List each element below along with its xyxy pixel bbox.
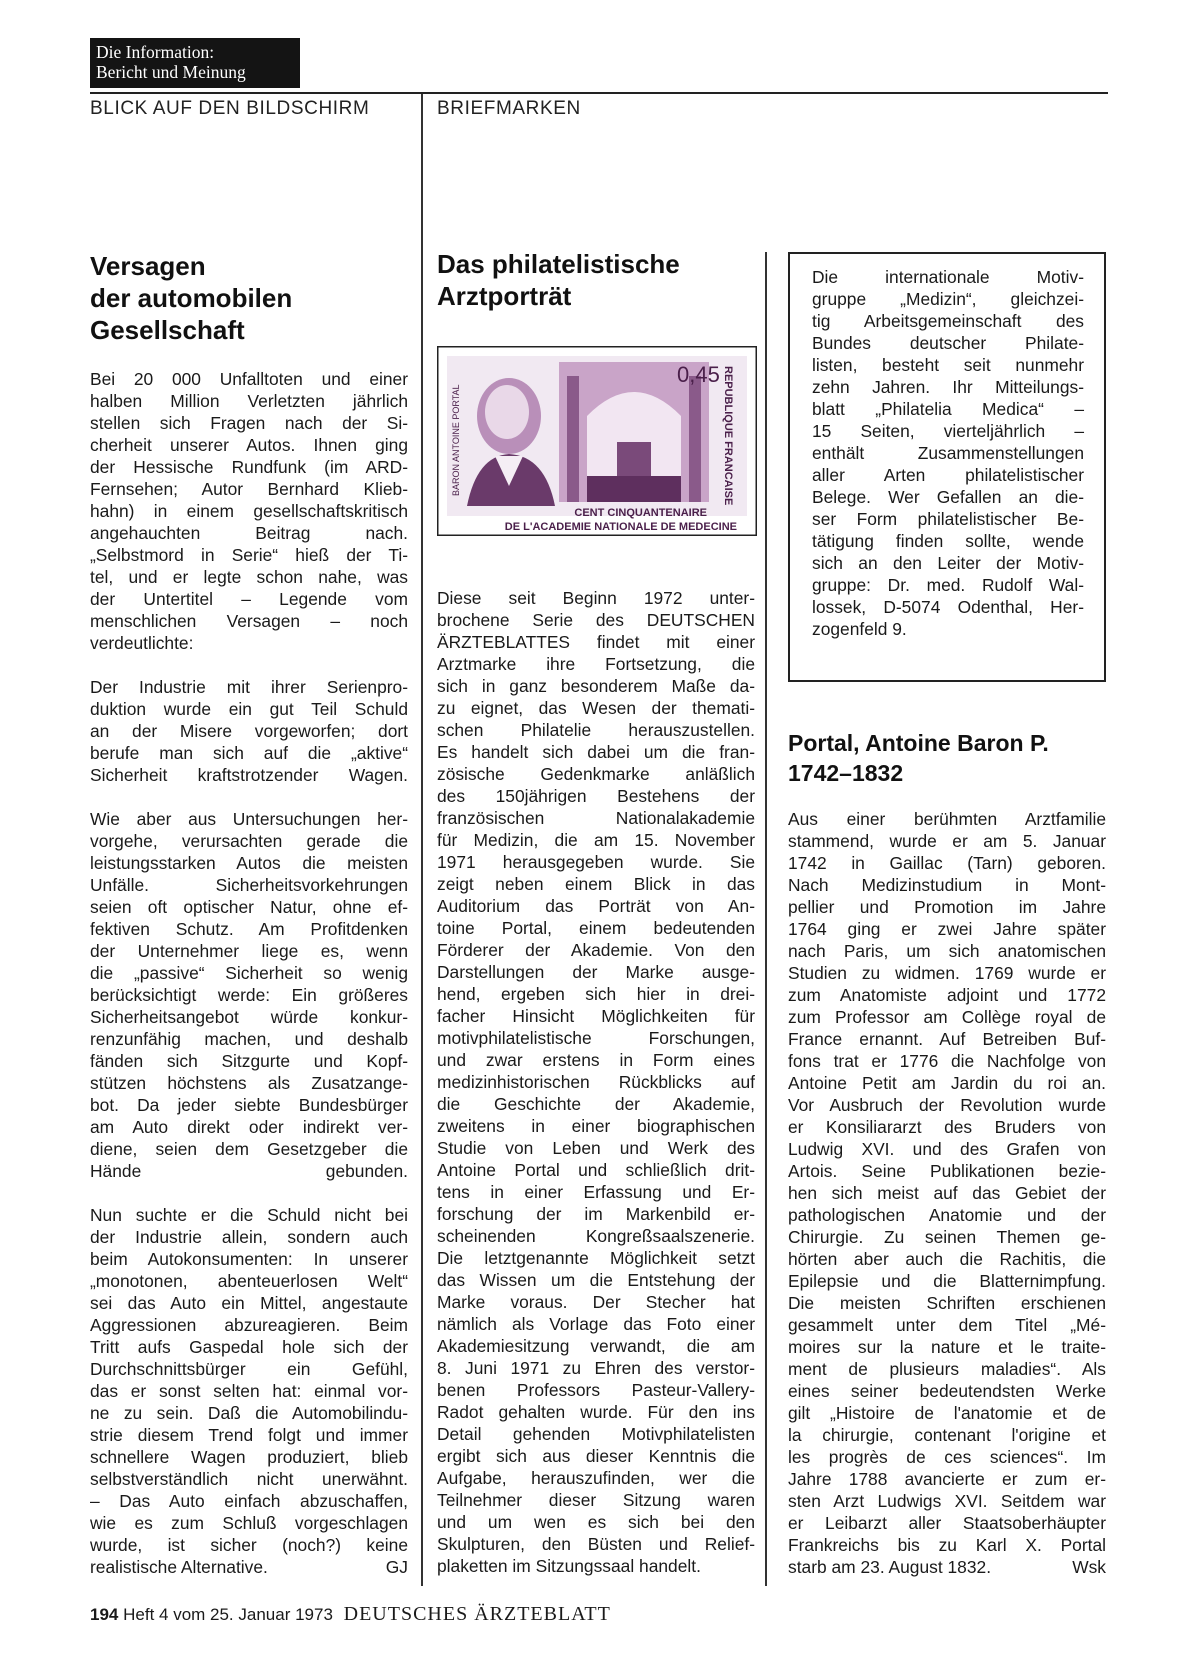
text-line: nämlich als Vorlage das Foto einer: [437, 1314, 755, 1334]
text-line: Radot gehalten wurde. Für den ins: [437, 1402, 755, 1422]
text-line: sten Arzt Ludwigs XVI. Seitdem war: [788, 1491, 1106, 1511]
text-line: Arztmarke ihre Fortsetzung, die: [437, 654, 755, 674]
text-line: selbstverständlich nicht unerwähnt.: [90, 1469, 408, 1489]
text-line: „monotonen, abenteuerlosen Welt“: [90, 1271, 408, 1291]
text-line: Studie von Leben und Werk des: [437, 1138, 755, 1158]
article1-headline-line: Versagen: [90, 251, 206, 281]
article2-headline-line: Arztporträt: [437, 281, 572, 311]
text-line: 1764 ging er zwei Jahre später: [788, 919, 1106, 939]
stamp-country: REPUBLIQUE FRANCAISE: [722, 366, 734, 506]
article1-paragraph: [90, 1204, 408, 1578]
text-line: Der Industrie mit ihrer Serienpro-: [90, 677, 408, 697]
text-line: zogenfeld 9.: [812, 619, 907, 639]
text-line: France ernannt. Auf Betreiben Buf-: [788, 1029, 1106, 1049]
text-line: Sicherheitsangebot würde konkur-: [90, 1007, 408, 1027]
text-line: benen Professors Pasteur-Vallery-: [437, 1380, 755, 1400]
article1-headline-line: Gesellschaft: [90, 315, 245, 345]
text-line: moires sur la nature et le traite-: [788, 1337, 1106, 1357]
text-line: Förderer der Akademie. Von den: [437, 940, 755, 960]
text-line: tel, und er legte schon nahe, was: [90, 567, 408, 587]
masthead-line-2: Bericht und Meinung: [96, 62, 246, 82]
text-line: Diese seit Beginn 1972 unter-: [437, 588, 755, 608]
text-line: Antoine Petit am Jardin du roi an.: [788, 1073, 1106, 1093]
stamp-illustration: [437, 346, 757, 536]
text-line: fänden sich Sitzgurte und Kopf-: [90, 1051, 408, 1071]
text-line: wurde, ist sicher (noch?) keine: [90, 1535, 408, 1555]
text-line: scheinenden Kongreßsaalszenerie.: [437, 1226, 755, 1246]
text-line: der Untertitel – Legende vom: [90, 589, 408, 609]
stamp-side-label: BARON ANTOINE PORTAL: [451, 384, 461, 496]
text-line: das Wissen um die Entstehung der: [437, 1270, 755, 1290]
text-line: sei das Auto ein Mittel, angestaute: [90, 1293, 408, 1313]
text-line: Antoine Portal und schließlich drit-: [437, 1160, 755, 1180]
text-line: Belege. Wer Gefallen an die-: [812, 487, 1084, 507]
article3-headline: [788, 728, 1049, 788]
text-line: stützen höchstens als Zusatzange-: [90, 1073, 408, 1093]
text-line: seien oft optischer Natur, ohne ef-: [90, 897, 408, 917]
top-rule: [90, 92, 1108, 94]
text-line: gilt „Histoire de l'anatomie et de: [788, 1403, 1106, 1423]
column-divider-left: [421, 94, 423, 1586]
text-line: cherheit unserer Autos. Ihnen ging: [90, 435, 408, 455]
text-line: zum Anatomiste adjoint und 1772: [788, 985, 1106, 1005]
text-line: ser Form philatelistischer Be-: [812, 509, 1084, 529]
text-line: Artois. Seine Publikationen bezie-: [788, 1161, 1106, 1181]
text-line: „Selbstmord in Serie“ hieß der Ti-: [90, 545, 408, 565]
text-line: lossek, D-5074 Odenthal, Her-: [812, 597, 1084, 617]
text-line: stammend, wurde er am 5. Januar: [788, 831, 1106, 851]
text-line: Tritt aufs Gaspedal hole sich der: [90, 1337, 408, 1357]
text-line: Wie aber aus Untersuchungen her-: [90, 809, 408, 829]
info-box: [788, 252, 1106, 682]
text-line: Hände gebunden.: [90, 1161, 408, 1181]
text-line: aller Arten philatelistischer: [812, 465, 1084, 485]
text-line: fons trat er 1776 die Nachfolge von: [788, 1051, 1106, 1071]
text-line: Aggressionen abzureagieren. Beim: [90, 1315, 408, 1335]
article1-last-line: realistische Alternative.: [90, 1557, 268, 1577]
text-line: Akademiesitzung verwandt, die am: [437, 1336, 755, 1356]
article1-signature: GJ: [385, 1557, 408, 1577]
text-line: Die internationale Motiv-: [812, 267, 1084, 287]
stamp-caption-2: DE L'ACADEMIE NATIONALE DE MEDECINE: [504, 521, 737, 533]
text-line: 1971 herausgegeben wurde. Sie: [437, 852, 755, 872]
text-line: des 150jährigen Bestehens der: [437, 786, 755, 806]
text-line: der Industrie allein, sondern auch: [90, 1227, 408, 1247]
text-line: angehauchten Beitrag nach.: [90, 523, 408, 543]
text-line: Aus einer berühmten Arztfamilie: [788, 809, 1106, 829]
text-line: Fernsehen; Autor Bernhard Klieb-: [90, 479, 408, 499]
text-line: Auditorium das Porträt von An-: [437, 896, 755, 916]
text-line: halben Million Verletzten jährlich: [90, 391, 408, 411]
text-line: das er sonst selten hat: einmal vor-: [90, 1381, 408, 1401]
text-line: enthält Zusammenstellungen: [812, 443, 1084, 463]
text-line: tens in einer Erfassung und Er-: [437, 1182, 755, 1202]
text-line: die „passive“ Sicherheit so wenig: [90, 963, 408, 983]
text-line: la chirurgie, contenant l'origine et: [788, 1425, 1106, 1445]
article3-closing-line: [788, 1556, 1106, 1578]
article2-headline-line: Das philatelistische: [437, 249, 680, 279]
text-line: tig Arbeitsgemeinschaft des: [812, 311, 1084, 331]
text-line: Chirurgie. Zu seinen Themen ge-: [788, 1227, 1106, 1247]
text-line: Darstellungen der Marke ausge-: [437, 962, 755, 982]
text-line: die Geschichte der Akademie,: [437, 1094, 755, 1114]
text-line: 8. Juni 1971 zu Ehren des verstor-: [437, 1358, 755, 1378]
text-line: berufe man sich auf die „aktive“: [90, 743, 408, 763]
text-line: ergibt sich aus dieser Kenntnis die: [437, 1446, 755, 1466]
text-line: er Leibarzt aller Staatsoberhäupter: [788, 1513, 1106, 1533]
text-line: fektiven Schutz. Am Profitdenken: [90, 919, 408, 939]
text-line: Die meisten Schriften erschienen: [788, 1293, 1106, 1313]
text-line: Detail gehenden Motivphilatelisten: [437, 1424, 755, 1444]
text-line: tätigung finden sollte, wende: [812, 531, 1084, 551]
info-box-paragraph: [812, 266, 1084, 640]
text-line: Skulpturen, den Büsten und Relief-: [437, 1534, 755, 1554]
text-line: verdeutlichte:: [90, 633, 194, 653]
article1-paragraph: [90, 676, 408, 786]
article1-headline: [90, 250, 292, 346]
text-line: listen, besteht seit nunmehr: [812, 355, 1084, 375]
text-line: 1742 in Gaillac (Tarn) geboren.: [788, 853, 1106, 873]
text-line: toine Portal, einem bedeutenden: [437, 918, 755, 938]
text-line: schen Philatelie herauszustellen.: [437, 720, 755, 740]
page-number: 194: [90, 1605, 119, 1624]
text-line: duktion wurde ein gut Teil Schuld: [90, 699, 408, 719]
text-line: für Medizin, die am 15. November: [437, 830, 755, 850]
text-line: Bundes deutscher Philate-: [812, 333, 1084, 353]
text-line: Bei 20 000 Unfalltoten und einer: [90, 369, 408, 389]
text-line: renzunfähig machen, und deshalb: [90, 1029, 408, 1049]
text-line: schnellere Wagen produziert, blieb: [90, 1447, 408, 1467]
text-line: ne zu sein. Daß die Automobilindu-: [90, 1403, 408, 1423]
section-label-right: BRIEFMARKEN: [437, 98, 581, 119]
text-line: hen sich meist auf das Gebiet der: [788, 1183, 1106, 1203]
text-line: an der Misere vorgeworfen; dort: [90, 721, 408, 741]
text-line: bot. Da jeder siebte Bundesbürger: [90, 1095, 408, 1115]
text-line: blatt „Philatelia Medica“ –: [812, 399, 1084, 419]
text-line: Marke voraus. Der Stecher hat: [437, 1292, 755, 1312]
text-line: diene, seien dem Gesetzgeber die: [90, 1139, 408, 1159]
text-line: Vor Ausbruch der Revolution wurde: [788, 1095, 1106, 1115]
text-line: plaketten im Sitzungssaal handelt.: [437, 1556, 701, 1576]
issue-info: Heft 4 vom 25. Januar 1973: [123, 1605, 333, 1624]
text-line: strie diesem Trend folgt und immer: [90, 1425, 408, 1445]
text-line: vorgehe, verursachten gerade die: [90, 831, 408, 851]
article1-headline-line: der automobilen: [90, 283, 293, 313]
text-line: zu eignet, das Wesen der themati-: [437, 698, 755, 718]
stamp-caption-1: CENT CINQUANTENAIRE: [574, 507, 707, 519]
page-footer: [90, 1603, 611, 1626]
masthead-line-1: Die Information:: [96, 42, 215, 62]
article3-body: [788, 808, 1106, 1578]
text-line: französischen Nationalakademie: [437, 808, 755, 828]
article3-last-line: starb am 23. August 1832.: [788, 1557, 992, 1577]
text-line: er Konsiliararzt des Bruders von: [788, 1117, 1106, 1137]
text-line: gesammelt unter dem Titel „Mé-: [788, 1315, 1106, 1335]
text-line: der Hessische Rundfunk (im ARD-: [90, 457, 408, 477]
text-line: 15 Seiten, vierteljährlich –: [812, 421, 1084, 441]
text-line: Aufgabe, herauszufinden, wer die: [437, 1468, 755, 1488]
text-line: forschung der im Markenbild er-: [437, 1204, 755, 1224]
text-line: zehn Jahren. Ihr Mitteilungs-: [812, 377, 1084, 397]
text-line: ment de plusieurs maladies“. Als: [788, 1359, 1106, 1379]
article2-headline: [437, 248, 680, 312]
text-line: der Unternehmer liege es, wenn: [90, 941, 408, 961]
text-line: Frankreichs bis zu Karl X. Portal: [788, 1535, 1106, 1555]
text-line: brochene Serie des DEUTSCHEN: [437, 610, 755, 630]
info-box-text: [812, 266, 1084, 640]
text-line: motivphilatelistische Forschungen,: [437, 1028, 755, 1048]
text-line: stellen sich Fragen nach der Si-: [90, 413, 408, 433]
text-line: Jahre 1788 avancierte er zum er-: [788, 1469, 1106, 1489]
text-line: zeigt neben einem Blick in das: [437, 874, 755, 894]
text-line: hend, ergeben sich hier in drei-: [437, 984, 755, 1004]
text-line: gruppe: Dr. med. Rudolf Wal-: [812, 575, 1084, 595]
text-line: sich in ganz besonderem Maße da-: [437, 676, 755, 696]
text-line: zweitens in einer biographischen: [437, 1116, 755, 1136]
text-line: Epilepsie und die Blatternimpfung.: [788, 1271, 1106, 1291]
text-line: zösische Gedenkmarke anläßlich: [437, 764, 755, 784]
text-line: leistungsstarken Autos die meisten: [90, 853, 408, 873]
text-line: berücksichtigt werde: Ein größeres: [90, 985, 408, 1005]
article1-body: [90, 368, 408, 1578]
text-line: Nach Medizinstudium in Mont-: [788, 875, 1106, 895]
text-line: beim Autokonsumenten: In unserer: [90, 1249, 408, 1269]
article2-paragraph: [437, 587, 755, 1577]
text-line: Durchschnittsbürger ein Gefühl,: [90, 1359, 408, 1379]
text-line: Nun suchte er die Schuld nicht bei: [90, 1205, 408, 1225]
article1-paragraph-lines: [90, 1204, 408, 1556]
stamp-denomination: 0,45: [677, 362, 720, 387]
masthead: [90, 38, 300, 88]
column-divider-right: [765, 252, 767, 1586]
article3-headline-line: Portal, Antoine Baron P.: [788, 730, 1049, 756]
text-line: hahn) in einem gesellschaftskritisch: [90, 501, 408, 521]
text-line: hörten aber auch die Rachitis, die: [788, 1249, 1106, 1269]
magazine-name: DEUTSCHES ÄRZTEBLATT: [343, 1603, 611, 1625]
article2-body: [437, 587, 755, 1577]
article1-paragraph: [90, 808, 408, 1182]
article3-paragraph: [788, 808, 1106, 1578]
text-line: menschlichen Versagen – noch: [90, 611, 408, 631]
text-line: facher Hinsicht Möglichkeiten für: [437, 1006, 755, 1026]
text-line: Unfälle. Sicherheitsvorkehrungen: [90, 875, 408, 895]
section-label-left: BLICK AUF DEN BILDSCHIRM: [90, 98, 370, 119]
text-line: eines seiner bedeutendsten Werke: [788, 1381, 1106, 1401]
article1-paragraph: [90, 368, 408, 654]
text-line: pellier und Promotion im Jahre: [788, 897, 1106, 917]
text-line: Studien zu widmen. 1769 wurde er: [788, 963, 1106, 983]
text-line: – Das Auto einfach abzuschaffen,: [90, 1491, 408, 1511]
text-line: Sicherheit kraftstrotzender Wagen.: [90, 765, 408, 785]
text-line: pathologischen Anatomie und der: [788, 1205, 1106, 1225]
stamp-image: [437, 346, 757, 536]
article3-paragraph-lines: [788, 808, 1106, 1556]
text-line: und um wen es sich bei den: [437, 1512, 755, 1532]
article3-headline-line: 1742–1832: [788, 760, 904, 786]
text-line: nach Paris, um sich anatomischen: [788, 941, 1106, 961]
text-line: sich an den Leiter der Motiv-: [812, 553, 1084, 573]
article1-closing-line: [90, 1556, 408, 1578]
text-line: Ludwig XVI. und des Grafen von: [788, 1139, 1106, 1159]
text-line: Es handelt sich dabei um die fran-: [437, 742, 755, 762]
text-line: medizinhistorischen Rückblicks auf: [437, 1072, 755, 1092]
text-line: Teilnehmer dieser Sitzung waren: [437, 1490, 755, 1510]
text-line: les progrès de ces sciences“. Im: [788, 1447, 1106, 1467]
text-line: wie es zum Schluß vorgeschlagen: [90, 1513, 408, 1533]
text-line: und zwar erstens in Form eines: [437, 1050, 755, 1070]
text-line: am Auto direkt oder indirekt ver-: [90, 1117, 408, 1137]
text-line: gruppe „Medizin“, gleichzei-: [812, 289, 1084, 309]
text-line: ÄRZTEBLATTES findet mit einer: [437, 632, 755, 652]
text-line: Die letztgenannte Möglichkeit setzt: [437, 1248, 755, 1268]
text-line: zum Professor am Collège royal de: [788, 1007, 1106, 1027]
article3-signature: Wsk: [1072, 1557, 1106, 1577]
